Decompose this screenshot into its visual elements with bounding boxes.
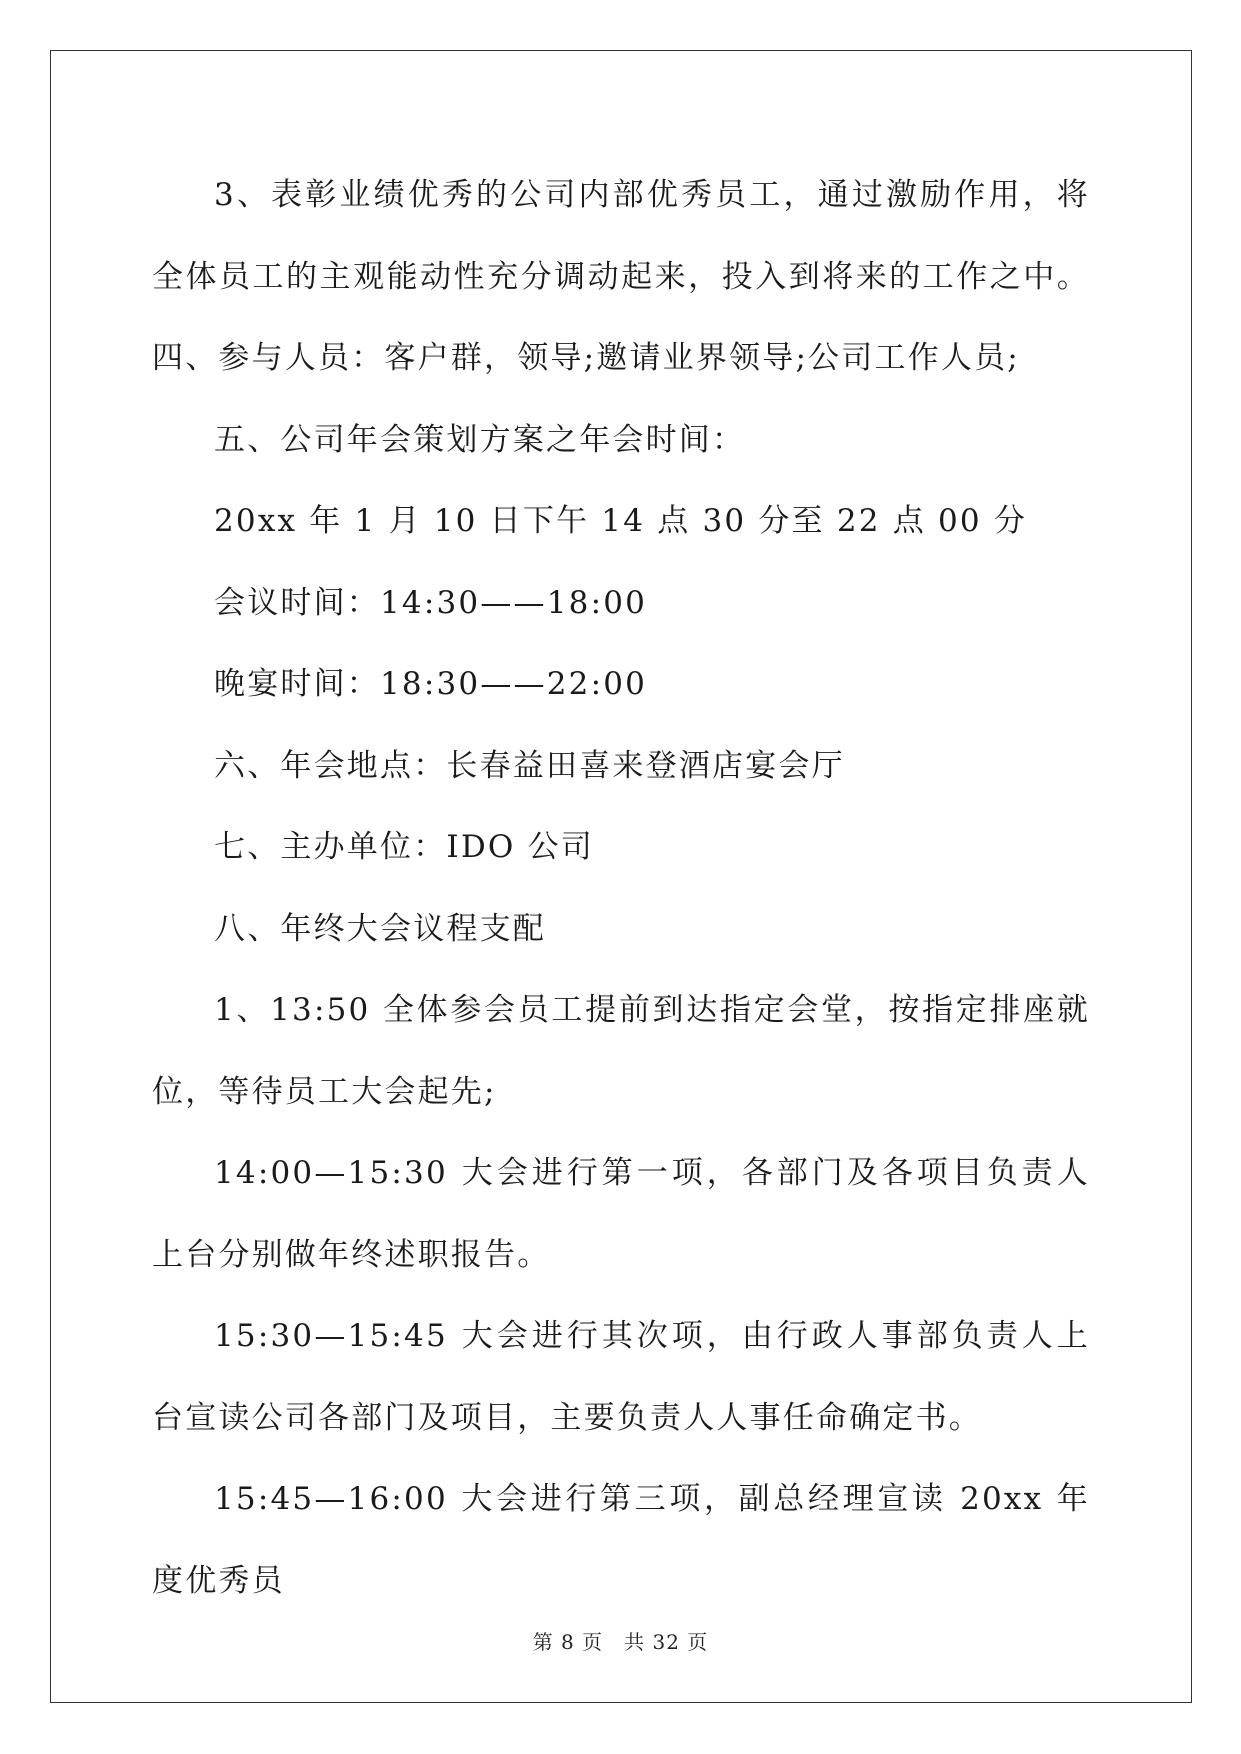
- paragraph-1: 3、表彰业绩优秀的公司内部优秀员工，通过激励作用，将全体员工的主观能动性充分调动起来，投入到将来的工作之中。四、参与人员：客户群，领导;邀请业界领导;公司工作人员;: [152, 177, 1090, 376]
- paragraph-6: 六、年会地点：长春益田喜来登酒店宴会厅: [214, 747, 845, 784]
- page-number-label: 第 8 页 共 32 页: [532, 1630, 709, 1654]
- paragraph-10: 14:00—15:30 大会进行第一项，各部门及各项目负责人上台分别做年终述职报告。: [152, 1155, 1090, 1273]
- paragraph-12: 15:45—16:00 大会进行第三项，副总经理宣读 20xx 年度优秀员: [152, 1481, 1090, 1599]
- paragraph-5: 晚宴时间：18:30——22:00: [214, 666, 648, 702]
- paragraph-7: 七、主办单位：IDO 公司: [214, 829, 594, 865]
- paragraph-4: 会议时间：14:30——18:00: [214, 584, 648, 621]
- page-footer: [0, 1630, 1241, 1654]
- document-body: [152, 155, 1090, 1622]
- paragraph-3: 20xx 年 1 月 10 日下午 14 点 30 分至 22 点 00 分: [214, 503, 1028, 539]
- paragraph-11: 15:30—15:45 大会进行其次项，由行政人事部负责人上台宣读公司各部门及项目，主要负责人人事任命确定书。: [152, 1318, 1090, 1436]
- paragraph-8: 八、年终大会议程支配: [214, 910, 546, 947]
- paragraph-2: 五、公司年会策划方案之年会时间：: [214, 421, 746, 458]
- paragraph-9: 1、13:50 全体参会员工提前到达指定会堂，按指定排座就位，等待员工大会起先;: [152, 992, 1090, 1110]
